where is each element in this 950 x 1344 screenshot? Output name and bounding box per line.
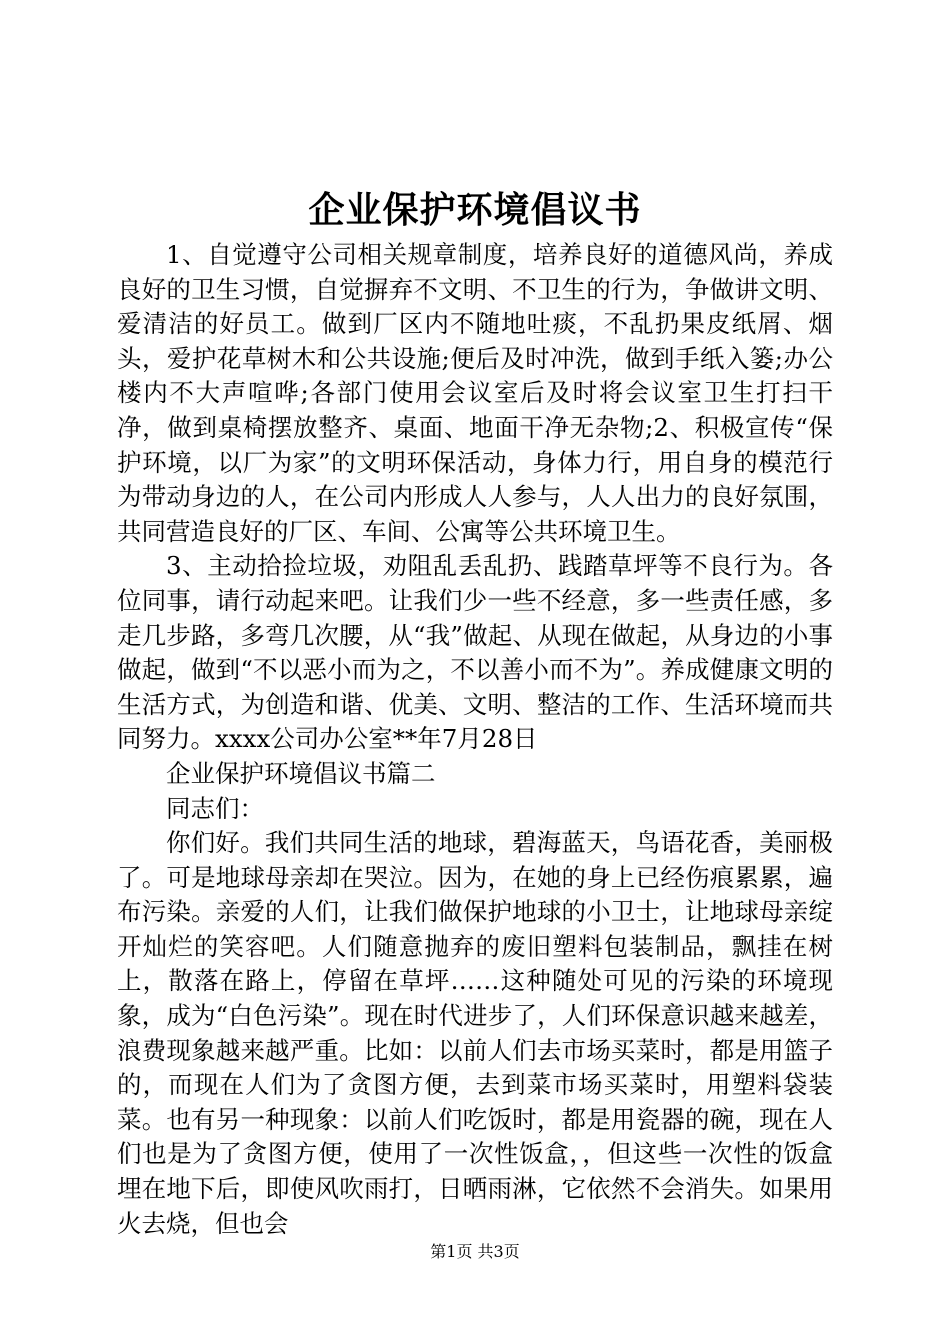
section-heading: 企业保护环境倡议书篇二 (166, 758, 436, 788)
paragraph-2: 3、主动拾捡垃圾，劝阻乱丢乱扔、践踏草坪等不良行为。各位同事，请行动起来吧。让我们少一些不经意，多一些责任感，多走几步路，多弯几次腰，从“我”做起、从现在做起，从身边的小事做起，做到“不以恶小而为之，不以善小而不为”。养成健康文明的生活方式，为创造和谐、优美、文明、整洁的工作、生活环境而共同努力。xxxx公司办公室**年7月28日 (117, 551, 833, 754)
paragraph-3: 你们好。我们共同生活的地球，碧海蓝天，鸟语花香，美丽极了。可是地球母亲却在哭泣。因为，在她的身上已经伤痕累累，遍布污染。亲爱的人们，让我们做保护地球的小卫士，让地球母亲绽开灿烂的笑容吧。人们随意抛弃的废旧塑料包装制品，飘挂在树上，散落在路上，停留在草坪……这种随处可见的污染的环境现象，成为“白色污染”。现在时代进步了，人们环保意识越来越差，浪费现象越来越严重。比如：以前人们去市场买菜时，都是用篮子的，而现在人们为了贪图方便，去到菜市场买菜时，用塑料袋装菜。也有另一种现象：以前人们吃饭时，都是用瓷器的碗，现在人们也是为了贪图方便，使用了一次性饭盒，，但这些一次性的饭盒埋在地下后，即使风吹雨打，日晒雨淋，它依然不会消失。如果用火去烧，但也会 (117, 828, 833, 1238)
page-footer: 第1页 共3页 (430, 1242, 520, 1261)
document-body (117, 238, 833, 1241)
salutation: 同志们： (166, 793, 264, 823)
document-title: 企业保护环境倡议书 (308, 189, 642, 231)
paragraph-1: 1、自觉遵守公司相关规章制度，培养良好的道德风尚，养成良好的卫生习惯，自觉摒弃不文明、不卫生的行为，争做讲文明、爱清洁的好员工。做到厂区内不随地吐痰，不乱扔果皮纸屑、烟头，爱护花草树木和公共设施;便后及时冲洗，做到手纸入篓;办公楼内不大声喧哗;各部门使用会议室后及时将会议室卫生打扫干净，做到桌椅摆放整齐、桌面、地面干净无杂物;2、积极宣传“保护环境，以厂为家”的文明环保活动，身体力行，用自身的模范行为带动身边的人，在公司内形成人人参与，人人出力的良好氛围，共同营造良好的厂区、车间、公寓等公共环境卫生。 (117, 240, 833, 546)
